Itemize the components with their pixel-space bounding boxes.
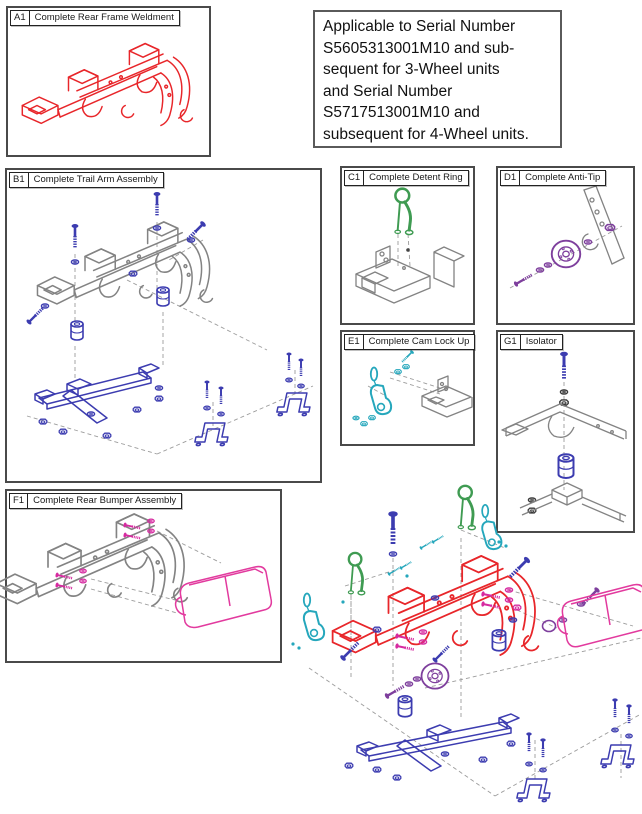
trail-arm-hardware [26, 192, 313, 446]
cam-lock-hardware [353, 350, 415, 426]
panel-e1-label [344, 334, 475, 350]
panel-f1-code: F1 [10, 494, 28, 508]
panel-rear-frame-weldment [6, 6, 211, 157]
note-line: subsequent for 4-Wheel units. [323, 125, 529, 143]
main-exploded-assembly [285, 478, 642, 814]
detent-washer [406, 248, 410, 252]
panel-d1-code: D1 [501, 171, 520, 185]
panel-e1-title: Complete Cam Lock Up [368, 336, 470, 347]
panel-g1-label [500, 334, 563, 350]
main-frame-outline [333, 556, 539, 655]
panel-g1-title: Isolator [525, 336, 557, 347]
detent-ring-pin [395, 189, 413, 235]
main-t-frame [357, 714, 519, 771]
note-line: and Serial Number [323, 82, 453, 100]
panel-detent-ring [340, 166, 475, 325]
anti-tip-drawing [498, 168, 633, 323]
serial-number-note [313, 10, 562, 148]
trail-arm-frame-outline [37, 222, 212, 306]
bumper-frame-outline [0, 514, 187, 606]
panel-d1-label [500, 170, 606, 186]
panel-d1-title: Complete Anti-Tip [525, 172, 601, 183]
panel-trail-arm-assembly [5, 168, 322, 483]
panel-f1-title: Complete Rear Bumper Assembly [33, 495, 177, 506]
anti-tip-hardware [513, 225, 614, 288]
panel-c1-title: Complete Detent Ring [369, 172, 463, 183]
note-line: sequent for 3-Wheel units [323, 61, 500, 78]
panel-b1-title: Complete Trail Arm Assembly [33, 174, 158, 185]
trail-arm-assembly-drawing [7, 170, 320, 481]
bumper-outline [176, 567, 272, 628]
panel-g1-code: G1 [501, 335, 521, 349]
rear-frame-weldment-drawing [8, 8, 209, 155]
t-frame-beams [35, 364, 159, 423]
guide-lines [91, 531, 221, 613]
panel-c1-label [344, 170, 469, 186]
panel-a1-label [10, 10, 180, 26]
cam-bracket-outline [422, 376, 472, 417]
panel-a1-title: Complete Rear Frame Weldment [34, 12, 174, 23]
detent-ring-drawing [342, 168, 473, 323]
note-line: S5717513001M10 and [323, 104, 480, 121]
note-line: S5605313001M10 and sub- [323, 39, 515, 57]
rear-bumper-drawing [7, 491, 280, 661]
rear-frame-outline [22, 44, 192, 126]
note-line: Applicable to Serial Number [323, 18, 516, 35]
anti-tip-arm-outline [582, 186, 624, 264]
panel-a1-code: A1 [11, 11, 30, 25]
panel-rear-bumper-assembly [5, 489, 282, 663]
panel-f1-label [9, 493, 182, 509]
isolator-bolt [560, 352, 568, 380]
panel-e1-code: E1 [345, 335, 364, 349]
main-blue-hardware [339, 511, 637, 801]
isolator-bushing [559, 454, 574, 478]
panel-b1-label [9, 172, 164, 188]
panel-cam-lock [340, 330, 475, 446]
main-bumper-outline [558, 585, 642, 647]
panel-c1-code: C1 [345, 171, 364, 185]
panel-anti-tip [496, 166, 635, 325]
panel-b1-code: B1 [10, 173, 29, 187]
hitch-bracket-outline [356, 246, 464, 303]
